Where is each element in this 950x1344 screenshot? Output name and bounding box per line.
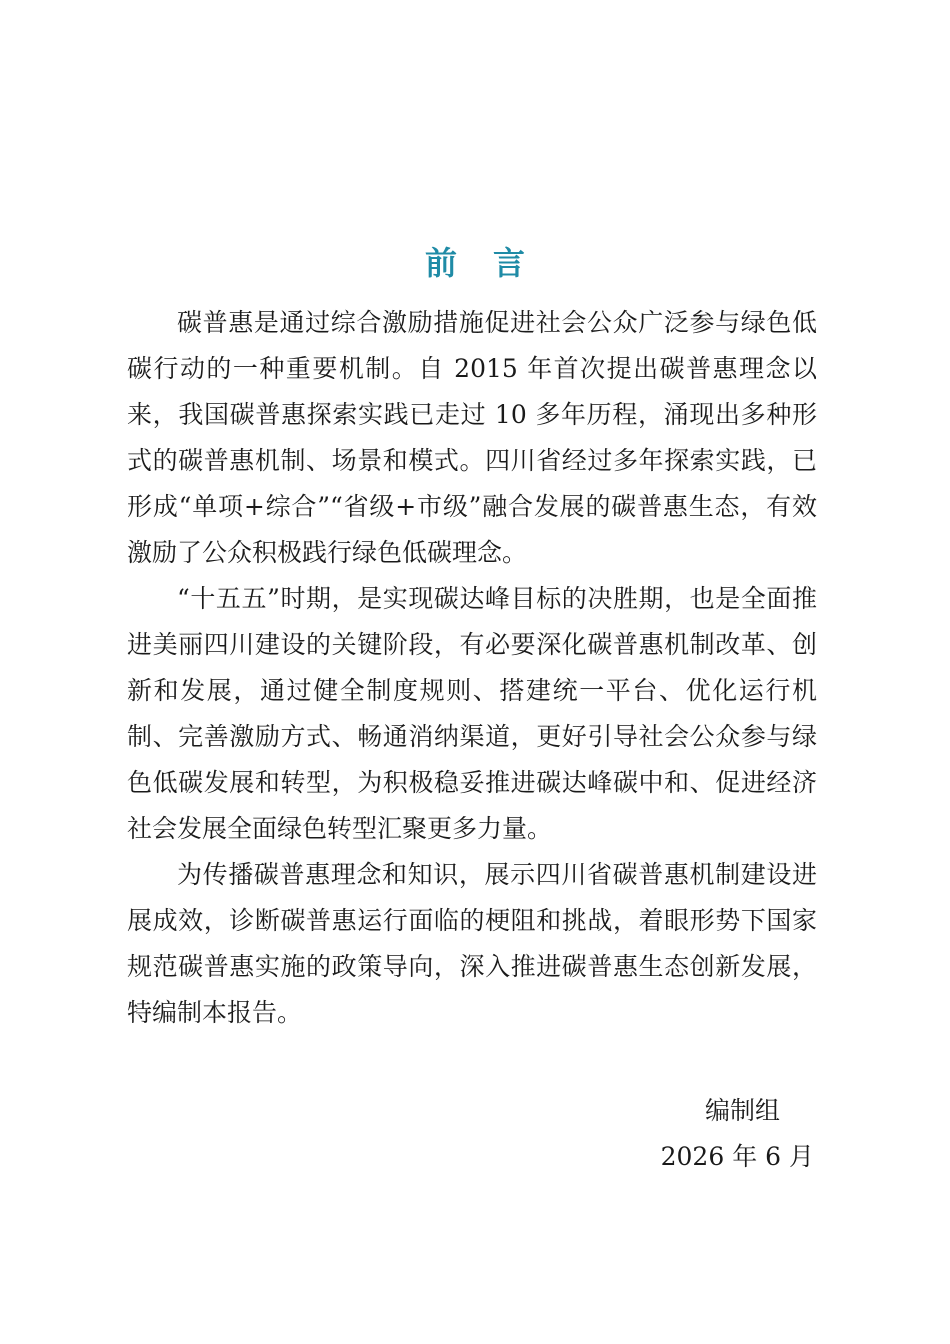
signature-block [661, 1088, 814, 1180]
paragraph-2: “十五五”时期，是实现碳达峰目标的决胜期，也是全面推进美丽四川建设的关键阶段，有必要深化碳普惠机制改革、创新和发展，通过健全制度规则、搭建统一平台、优化运行机制、完善激励方式、畅通消纳渠道，更好引导社会公众参与绿色低碳发展和转型，为积极稳妥推进碳达峰碳中和、促进经济社会发展全面绿色转型汇聚更多力量。 [127, 584, 817, 843]
publication-date: 2026 年 6 月 [660, 1142, 814, 1171]
preface-body [127, 300, 817, 1036]
paragraph-3: 为传播碳普惠理念和知识，展示四川省碳普惠机制建设进展成效，诊断碳普惠运行面临的梗阻和挑战，着眼形势下国家规范碳普惠实施的政策导向，深入推进碳普惠生态创新发展，特编制本报告。 [127, 860, 817, 1027]
page-title: 前言 [424, 244, 561, 283]
paragraph-1: 碳普惠是通过综合激励措施促进社会公众广泛参与绿色低碳行动的一种重要机制。自 2015 年首次提出碳普惠理念以来，我国碳普惠探索实践已走过 10 多年历程，涌现出多种形式的碳普惠机制、场景和模式。四川省经过多年探索实践，已形成“单项+综合”“省级+市级”融合发展的碳普惠生态，有效激励了公众积极践行绿色低碳理念。 [127, 308, 817, 567]
author-team: 编制组 [704, 1096, 780, 1125]
